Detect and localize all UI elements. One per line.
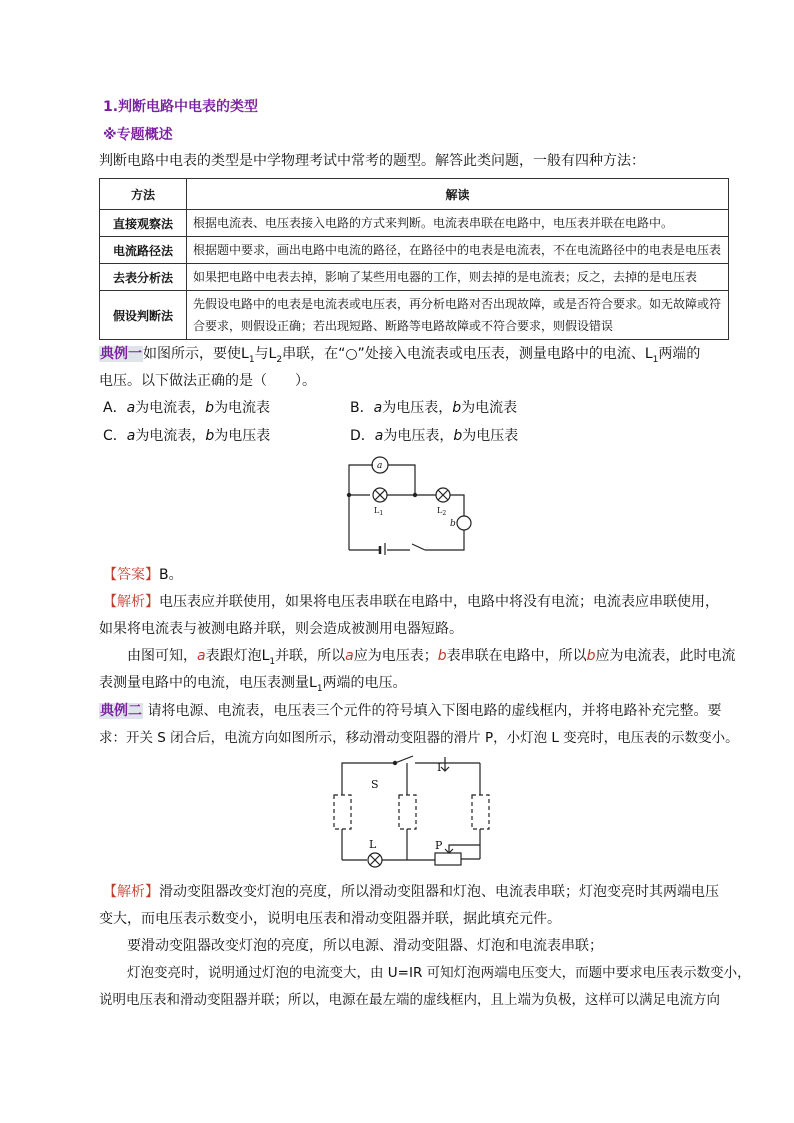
example1-label: 典例一 (100, 346, 142, 362)
label-sub: 2 (442, 510, 447, 517)
option-d[interactable] (350, 426, 518, 446)
var: b (205, 428, 215, 444)
analysis-text: 并联，所以 (275, 648, 346, 664)
slider-p (449, 845, 480, 853)
junction (393, 761, 396, 764)
subscript: 1 (248, 354, 255, 365)
subscript: 1 (316, 683, 323, 694)
q-text: 如图所示，要使L (143, 346, 249, 362)
analysis-text: 应为电流表，此时电流 (595, 648, 736, 664)
var: b (452, 400, 462, 416)
meter-a-label: a (377, 461, 383, 471)
label-text: L (437, 506, 443, 515)
example2-analysis-line2: 变大，而电压表示数变小，说明电压表和滑动变阻器并联，据此填充元件。 (99, 911, 561, 927)
var: a (126, 400, 136, 416)
option-b[interactable] (350, 398, 517, 418)
analysis-label: 【解析】 (103, 594, 159, 610)
analysis-text: 由图可知， (127, 648, 197, 664)
opt-text: 为电流表 (214, 400, 271, 416)
analysis-text: 应为电压表； (353, 648, 438, 664)
example2-analysis-line3: 要滑动变阻器改变灯泡的亮度，所以电源、滑动变阻器、灯泡和电流表串联； (127, 938, 603, 954)
example1-answer (103, 565, 183, 585)
var: b (453, 428, 463, 444)
analysis-text: 表跟灯泡L (205, 648, 270, 664)
q-text: 请将电源、电流表，电压表三个元件的符号填入下图电路的虚线框内，并将电路补充完整。要 (147, 703, 722, 719)
analysis-text: 表串联在电路中，所以 (446, 648, 587, 664)
dashed-box-left (334, 795, 351, 829)
subscript: 1 (269, 656, 276, 667)
option-a[interactable] (103, 398, 270, 418)
analysis-label: 【解析】 (103, 884, 159, 900)
var: a (197, 648, 206, 664)
switch-label: S (371, 778, 379, 791)
example1-analysis-line4 (99, 673, 407, 699)
method-cell: 去表分析法 (100, 264, 187, 291)
junction (347, 493, 350, 496)
option-c[interactable] (103, 426, 270, 446)
var: b (205, 400, 215, 416)
answer-label: 【答案】 (103, 567, 159, 583)
circuit-diagram-2 (327, 755, 492, 870)
switch-s (395, 756, 413, 763)
lamp-label: L (369, 838, 377, 851)
answer-text: B。 (159, 567, 183, 583)
analysis-text: 电压表应并联使用，如果将电压表串联在电路中，电路中将没有电流；电流表应串联使用， (159, 594, 719, 610)
desc-cell: 先假设电路中的电表是电流表或电压表，再分析电路对否出现故障，或是否符合要求。如无故障或符合要求，则假设正确；若出现短路、断路等电路故障或不符合要求，则假设错误 (187, 291, 729, 340)
junction (413, 493, 416, 496)
var: a (345, 648, 354, 664)
table-row (100, 264, 729, 291)
table-row (100, 210, 729, 237)
wire (349, 465, 373, 495)
q-text: 两端的 (658, 346, 701, 362)
opt-prefix: A． (103, 400, 127, 416)
dashed-box-middle (399, 795, 416, 829)
example2-analysis-line5: 说明电压表和滑动变阻器并联；所以，电源在最左端的虚线框内，且上端为负极，这样可以满足电流方向 (99, 992, 720, 1008)
desc-cell: 根据题中要求，画出电路中电流的路径，在路径中的电表是电流表，不在电流路径中的电表是电压表 (187, 237, 729, 264)
wire (388, 465, 415, 495)
opt-text: 为电流表， (135, 428, 206, 444)
rheostat (435, 853, 461, 865)
method-cell: 直接观察法 (100, 210, 187, 237)
methods-table (99, 178, 729, 340)
wire (450, 495, 464, 516)
table-header-row (100, 179, 729, 210)
current-label: I (437, 761, 442, 774)
section-title: 1.判断电路中电表的类型 (103, 99, 259, 115)
opt-prefix: C． (103, 428, 127, 444)
var: b (437, 648, 447, 664)
var: a (373, 400, 383, 416)
opt-text: 为电压表， (383, 428, 454, 444)
example2-label: 典例二 (100, 703, 142, 719)
example1-analysis-line2: 如果将电流表与被测电路并联，则会造成被测用电器短路。 (99, 621, 463, 637)
circuit-diagram-1 (340, 450, 475, 555)
switch (412, 544, 425, 550)
lamp-l2-label (437, 506, 446, 517)
example1-analysis-line3 (127, 646, 736, 672)
var: b (586, 648, 596, 664)
table-header: 方法 (100, 179, 187, 210)
example2-question-line2: 求：开关 S 闭合后，电流方向如图所示，移动滑动变阻器的滑片 P，小灯泡 L 变亮时，电压表的示数变小。 (99, 730, 739, 746)
lamp-l1-label (374, 506, 383, 517)
intro-text: 判断电路中电表的类型是中学物理考试中常考的题型。解答此类问题，一般有四种方法： (99, 153, 645, 169)
analysis-text: 表测量电路中的电流，电压表测量L (99, 675, 317, 691)
analysis-text: 滑动变阻器改变灯泡的亮度，所以滑动变阻器和灯泡、电流表串联；灯泡变亮时其两端电压 (159, 884, 719, 900)
example1-question-line2: 电压。以下做法正确的是（ ）。 (99, 373, 316, 389)
q-text: 与L (254, 346, 277, 362)
meter-b (457, 516, 471, 530)
subscript: 1 (652, 354, 659, 365)
wire (342, 763, 395, 791)
subscript: 2 (276, 354, 283, 365)
section-subtitle: ※专题概述 (103, 127, 173, 143)
meter-b-label: b (450, 519, 456, 529)
opt-prefix: B． (350, 400, 374, 416)
q-text: 串联，在“○”处接入电流表或电压表，测量电路中的电流、L (282, 346, 653, 362)
example2-analysis-line4: 灯泡变亮时，说明通过灯泡的电流变大，由 U=IR 可知灯泡两端电压变大，而题中要求电压表示数变小， (127, 965, 751, 981)
label-sub: 1 (379, 510, 384, 517)
opt-prefix: D． (350, 428, 375, 444)
slider-label: P (435, 839, 443, 852)
example1-analysis-line1 (103, 592, 719, 612)
opt-text: 为电压表 (462, 428, 519, 444)
example2-question-line1 (99, 701, 721, 721)
var: a (374, 428, 384, 444)
dashed-box-right (472, 795, 489, 829)
table-row (100, 237, 729, 264)
wire (425, 530, 464, 550)
table-row (100, 291, 729, 340)
method-cell: 电流路径法 (100, 237, 187, 264)
opt-text: 为电压表 (214, 428, 271, 444)
label-text: L (374, 506, 380, 515)
var: a (126, 428, 136, 444)
table-header: 解读 (187, 179, 729, 210)
opt-text: 为电流表 (461, 400, 518, 416)
opt-text: 为电流表， (135, 400, 206, 416)
example1-question-line1 (99, 344, 700, 370)
analysis-text: 两端的电压。 (322, 675, 407, 691)
method-cell: 假设判断法 (100, 291, 187, 340)
opt-text: 为电压表， (382, 400, 453, 416)
example2-analysis-line1 (103, 882, 719, 902)
desc-cell: 根据电流表、电压表接入电路的方式来判断。电流表串联在电路中，电压表并联在电路中。 (187, 210, 729, 237)
desc-cell: 如果把电路中电表去掉，影响了某些用电器的工作，则去掉的是电流表；反之，去掉的是电压表 (187, 264, 729, 291)
